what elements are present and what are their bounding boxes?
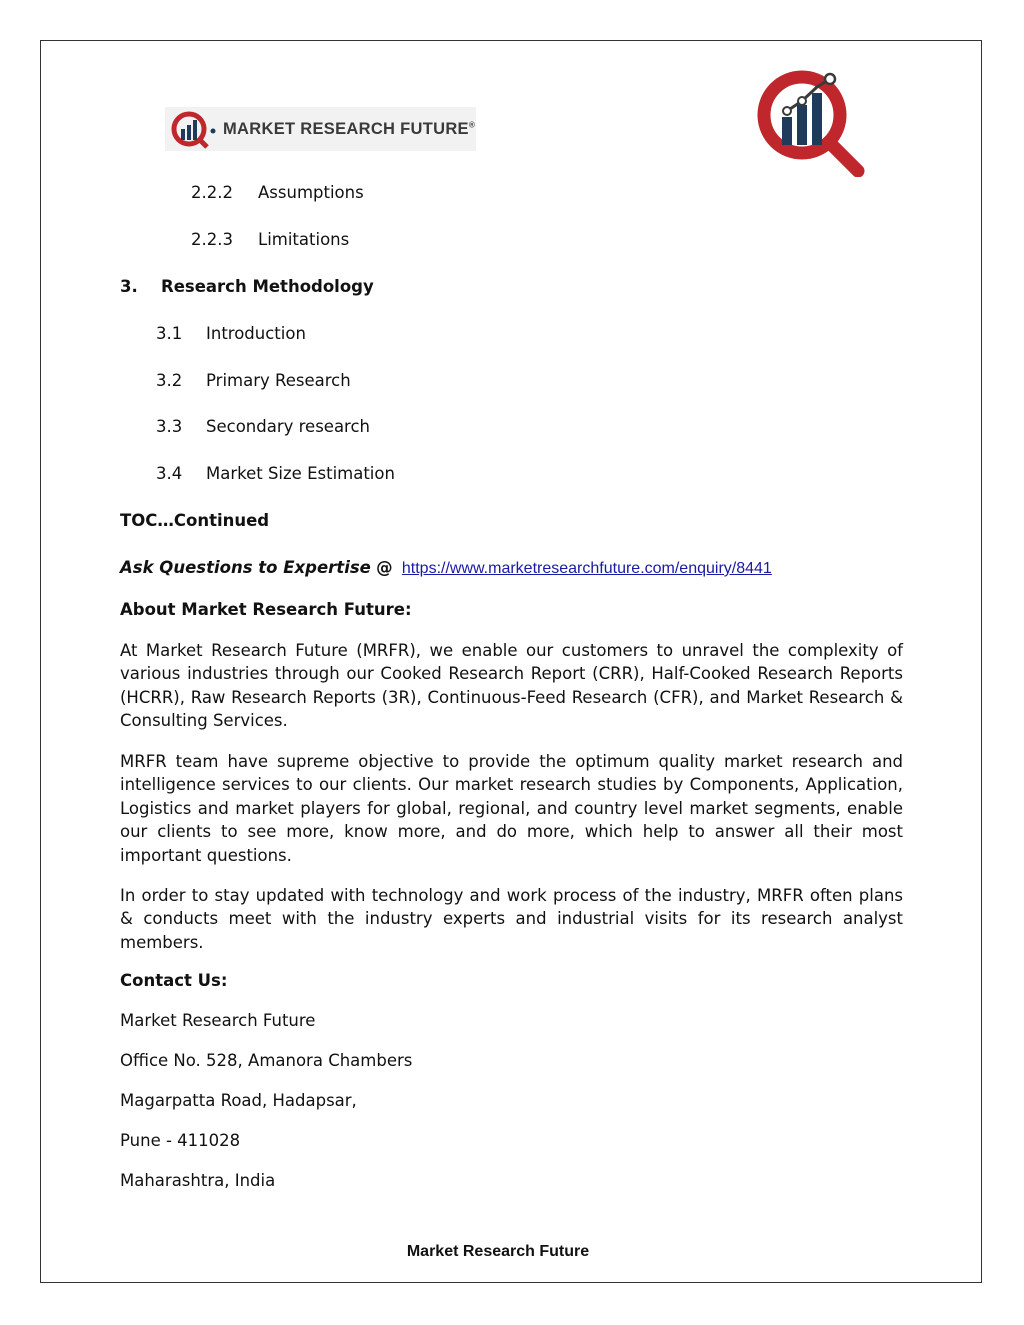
- ask-questions-label: Ask Questions to Expertise: [120, 558, 371, 577]
- contact-address-line: Maharashtra, India: [120, 1171, 276, 1190]
- at-sign: @: [376, 558, 393, 577]
- toc-number: 2.2.3: [191, 230, 233, 249]
- logo-mark-icon: [169, 109, 219, 149]
- toc-label: Primary Research: [206, 371, 351, 390]
- ask-questions-line: [120, 558, 772, 578]
- contact-address-line: Office No. 528, Amanora Chambers: [120, 1051, 413, 1070]
- toc-item: [156, 324, 306, 343]
- toc-item: [156, 371, 351, 390]
- toc-label: Limitations: [258, 230, 350, 249]
- company-logo-banner: [165, 107, 476, 151]
- toc-item: [191, 230, 349, 249]
- toc-number: 3.2: [156, 371, 183, 390]
- toc-number: 3.: [120, 277, 138, 296]
- contact-address-line: Magarpatta Road, Hadapsar,: [120, 1091, 357, 1110]
- toc-label: Introduction: [206, 324, 306, 343]
- contact-heading: Contact Us:: [120, 971, 228, 990]
- toc-item: [156, 417, 370, 436]
- toc-number: 3.4: [156, 464, 183, 483]
- magnifier-chart-logo-icon: [752, 65, 870, 177]
- contact-company: Market Research Future: [120, 1011, 316, 1030]
- toc-number: 3.3: [156, 417, 183, 436]
- about-paragraph: In order to stay updated with technology and work process of the industry, MRFR often plans & conducts meet with the industry experts and industrial visits for its research analyst members.: [120, 886, 903, 952]
- toc-continued: TOC…Continued: [120, 511, 270, 530]
- toc-label: Research Methodology: [161, 277, 374, 296]
- toc-item: [191, 183, 364, 202]
- enquiry-link[interactable]: https://www.marketresearchfuture.com/enquiry/8441: [401, 560, 772, 577]
- toc-label: Market Size Estimation: [206, 464, 395, 483]
- toc-label: Assumptions: [258, 183, 364, 202]
- about-paragraph: MRFR team have supreme objective to provide the optimum quality market research and intelligence services to our clients. Our market research studies by Components, Application, Logistics and market players for global, regional, and country level market segments, enable our clients to see more, know more, and do more, which help to answer all their most important questions.: [120, 752, 903, 865]
- about-paragraph: At Market Research Future (MRFR), we enable our customers to unravel the complexity of various industries through our Cooked Research Report (CRR), Half-Cooked Research Reports (HCRR), Raw Research Reports (3R), Continuous-Feed Research (CFR), and Market Research & Consulting Services.: [120, 641, 903, 731]
- toc-number: 3.1: [156, 324, 183, 343]
- logo-wordmark: MARKET RESEARCH FUTURE®: [223, 119, 476, 138]
- toc-section-heading: [120, 277, 374, 296]
- about-heading: About Market Research Future:: [120, 600, 412, 619]
- page-footer: Market Research Future: [406, 1243, 590, 1260]
- toc-item: [156, 464, 395, 483]
- toc-number: 2.2.2: [191, 183, 233, 202]
- toc-label: Secondary research: [206, 417, 371, 436]
- contact-address-line: Pune - 411028: [120, 1131, 241, 1150]
